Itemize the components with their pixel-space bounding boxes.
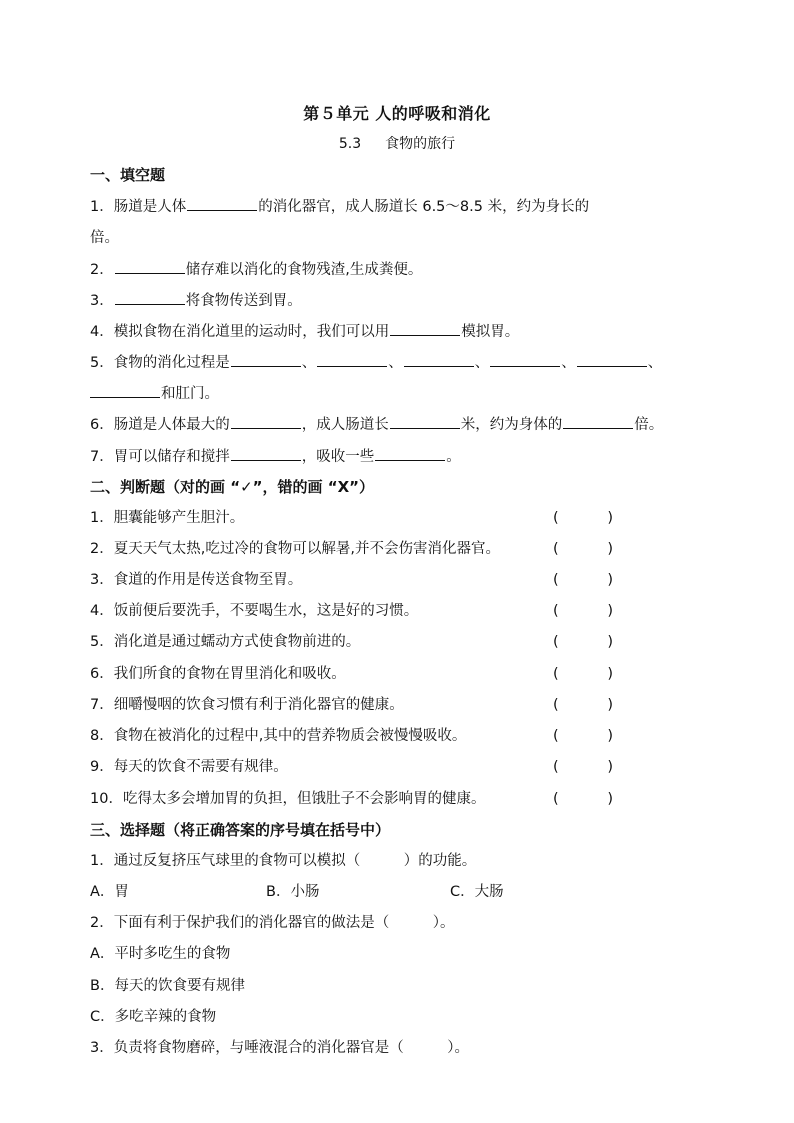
- mc-question-2: 2．下面有利于保护我们的消化器官的做法是（ ）。: [90, 915, 455, 931]
- answer-blank[interactable]: [231, 352, 301, 367]
- fill-question-4: 4．模拟食物在消化道里的运动时，我们可以用 模拟胃。: [90, 321, 519, 342]
- mc-q1-option-c[interactable]: C．大肠: [450, 884, 504, 900]
- answer-blank[interactable]: [390, 414, 460, 429]
- answer-parentheses[interactable]: ( ): [553, 634, 613, 650]
- answer-parentheses[interactable]: ( ): [553, 572, 613, 588]
- answer-blank[interactable]: [231, 414, 301, 429]
- answer-blank[interactable]: [90, 383, 160, 398]
- tf-question-9: 9．每天的饮食不需要有规律。: [90, 759, 288, 775]
- answer-blank[interactable]: [317, 352, 387, 367]
- fill-question-1-continued: 倍。: [90, 230, 119, 246]
- answer-blank[interactable]: [390, 321, 460, 336]
- tf-question-4: 4．饭前便后要洗手，不要喝生水，这是好的习惯。: [90, 603, 419, 619]
- fill-question-2: 2． 储存难以消化的食物残渣,生成粪便。: [90, 259, 422, 280]
- mc-q1-option-b[interactable]: B．小肠: [266, 884, 320, 900]
- answer-blank[interactable]: [563, 414, 633, 429]
- answer-parentheses[interactable]: ( ): [553, 759, 613, 775]
- answer-parentheses[interactable]: ( ): [553, 791, 613, 807]
- tf-question-7: 7．细嚼慢咽的饮食习惯有利于消化器官的健康。: [90, 697, 404, 713]
- mc-q2-option-b[interactable]: B．每天的饮食要有规律: [90, 978, 245, 994]
- answer-parentheses[interactable]: ( ): [553, 541, 613, 557]
- tf-question-2: 2．夏天天气太热,吃过冷的食物可以解暑,并不会伤害消化器官。: [90, 541, 500, 557]
- tf-question-8: 8．食物在被消化的过程中,其中的营养物质会被慢慢吸收。: [90, 728, 467, 744]
- mc-question-3: 3．负责将食物磨碎，与唾液混合的消化器官是（ ）。: [90, 1040, 469, 1056]
- answer-parentheses[interactable]: ( ): [553, 697, 613, 713]
- mc-q1-option-a[interactable]: A．胃: [90, 884, 129, 900]
- mc-q2-option-c[interactable]: C．多吃辛辣的食物: [90, 1009, 217, 1025]
- answer-blank[interactable]: [187, 196, 257, 211]
- answer-parentheses[interactable]: ( ): [553, 666, 613, 682]
- tf-question-10: 10．吃得太多会增加胃的负担，但饿肚子不会影响胃的健康。: [90, 791, 486, 807]
- fill-question-1: 1．肠道是人体 的消化器官，成人肠道长 6.5～8.5 米，约为身长的: [90, 196, 589, 217]
- section-heading-fill-blank: 一、填空题: [90, 166, 166, 184]
- tf-question-3: 3．食道的作用是传送食物至胃。: [90, 572, 303, 588]
- tf-question-5: 5．消化道是通过蠕动方式使食物前进的。: [90, 634, 361, 650]
- answer-blank[interactable]: [231, 446, 301, 461]
- answer-blank[interactable]: [404, 352, 474, 367]
- lesson-title: 食物的旅行: [385, 136, 456, 152]
- answer-blank[interactable]: [115, 290, 185, 305]
- fill-question-5-continued: 和肛门。: [90, 383, 219, 404]
- fill-question-7: 7．胃可以储存和搅拌 ，吸收一些 。: [90, 446, 461, 467]
- section-heading-true-false: 二、判断题（对的画 “✓”，错的画 “X”）: [90, 478, 375, 496]
- answer-blank[interactable]: [375, 446, 445, 461]
- tf-question-1: 1．胆囊能够产生胆汁。: [90, 510, 245, 526]
- mc-question-1: 1．通过反复挤压气球里的食物可以模拟（ ）的功能。: [90, 853, 477, 869]
- answer-blank[interactable]: [577, 352, 647, 367]
- answer-parentheses[interactable]: ( ): [553, 603, 613, 619]
- answer-blank[interactable]: [115, 259, 185, 274]
- mc-q2-option-a[interactable]: A．平时多吃生的食物: [90, 946, 231, 962]
- lesson-number: 5.3: [338, 136, 362, 152]
- fill-question-6: 6．肠道是人体最大的 ，成人肠道长 米，约为身体的 倍。: [90, 414, 663, 435]
- answer-parentheses[interactable]: ( ): [553, 510, 613, 526]
- answer-parentheses[interactable]: ( ): [553, 728, 613, 744]
- answer-blank[interactable]: [490, 352, 560, 367]
- tf-question-6: 6．我们所食的食物在胃里消化和吸收。: [90, 666, 346, 682]
- page-title: 第５单元 人的呼吸和消化: [303, 104, 491, 123]
- section-heading-multiple-choice: 三、选择题（将正确答案的序号填在括号中）: [90, 821, 391, 839]
- fill-question-5: 5．食物的消化过程是 、 、 、 、 、: [90, 352, 662, 373]
- fill-question-3: 3． 将食物传送到胃。: [90, 290, 302, 311]
- page-subtitle: [0, 133, 794, 153]
